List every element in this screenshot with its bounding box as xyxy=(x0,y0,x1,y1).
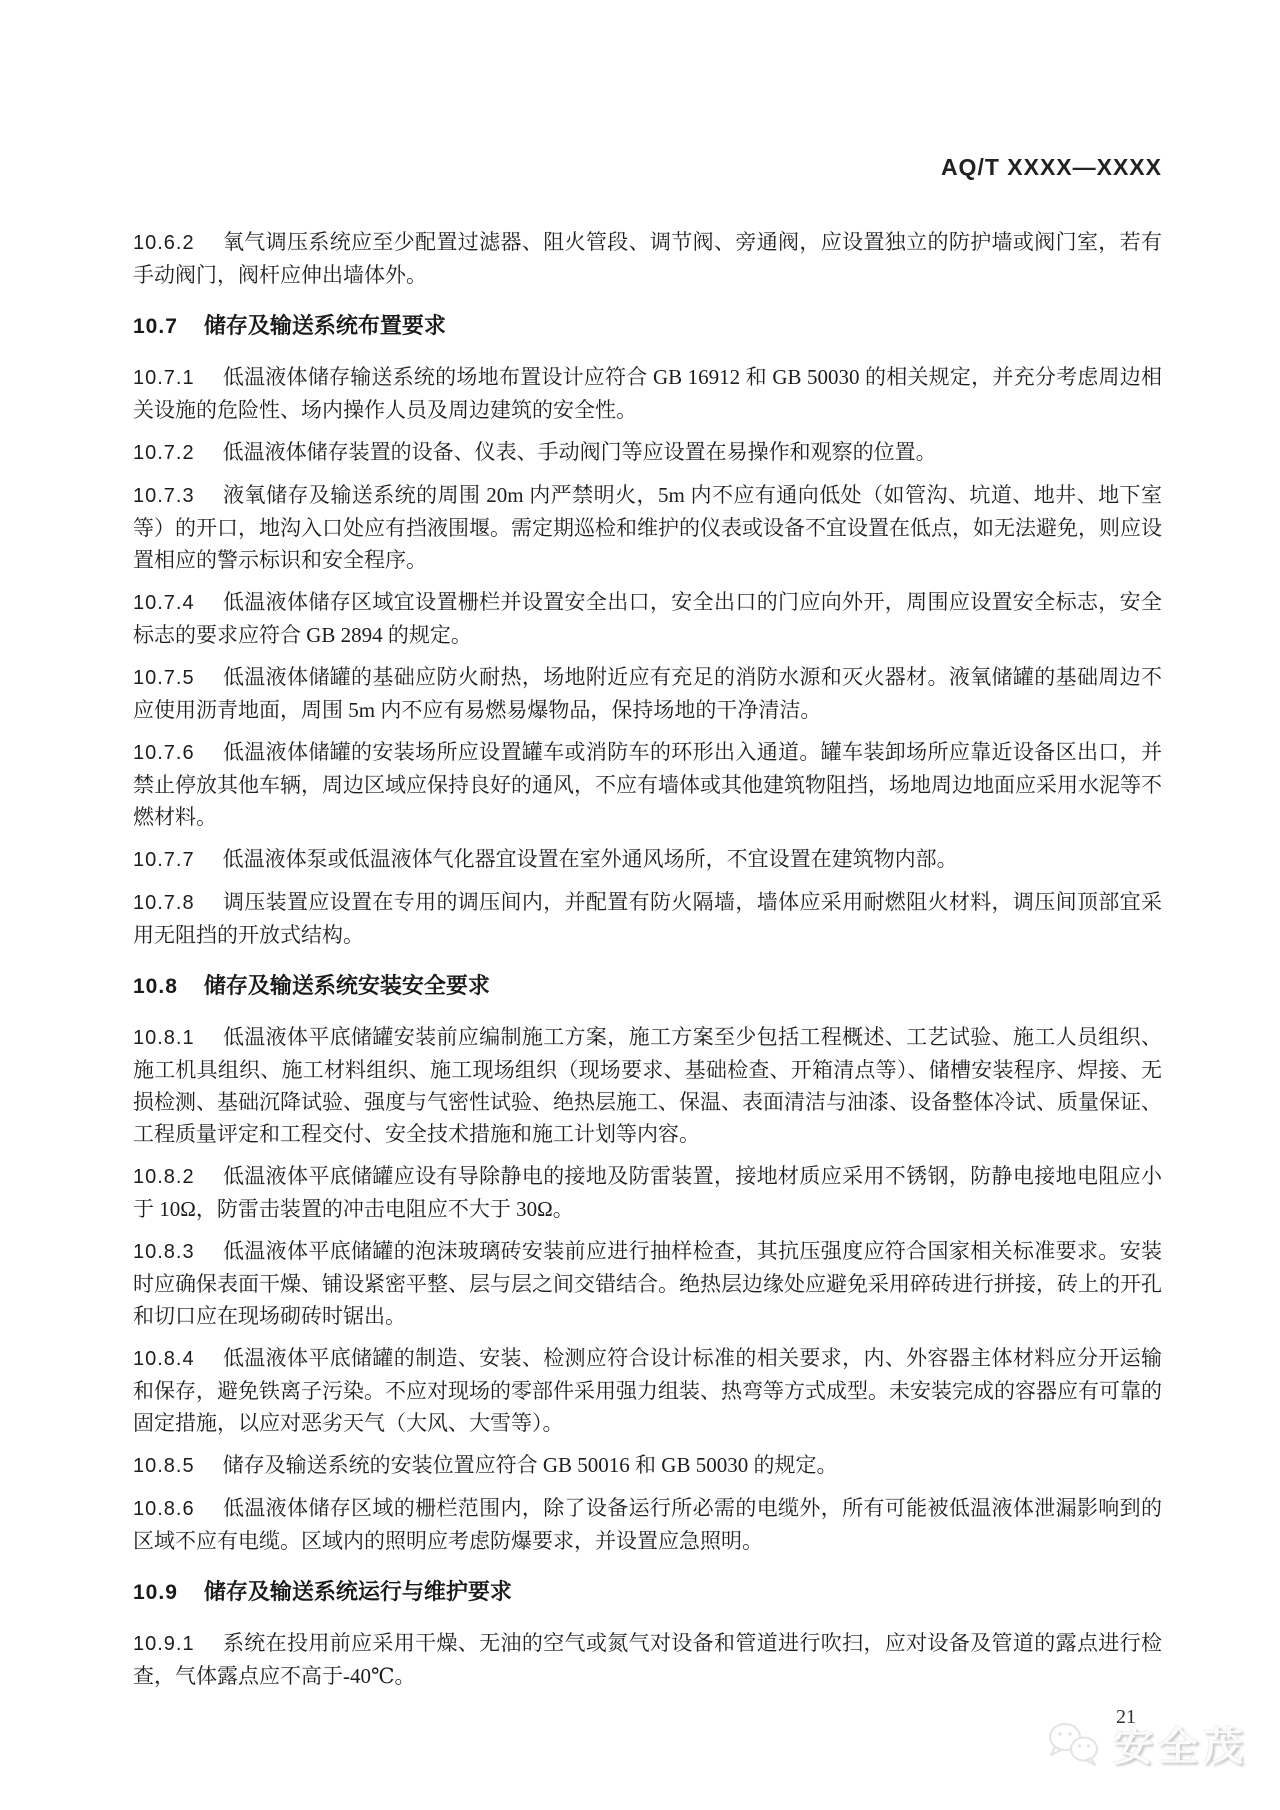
doc-code-header: AQ/T XXXX—XXXX xyxy=(940,154,1162,180)
clause-number: 10.7.3 xyxy=(133,485,195,507)
clause-10-8-1 xyxy=(133,1021,1162,1150)
watermark-text: 安全茂 xyxy=(1113,1725,1248,1769)
clause-text: 低温液体储存装置的设备、仪表、手动阀门等应设置在易操作和观察的位置。 xyxy=(222,440,937,464)
heading-number: 10.7 xyxy=(133,315,178,338)
clause-10-8-5 xyxy=(133,1449,1162,1482)
heading-text: 储存及输送系统安装安全要求 xyxy=(203,973,490,998)
clause-number: 10.7.2 xyxy=(133,442,195,464)
clause-number: 10.7.6 xyxy=(133,742,195,764)
clause-text: 调压装置应设置在专用的调压间内，并配置有防火隔墙，墙体应采用耐燃阻火材料，调压间顶部宜采用无阻挡的开放式结构。 xyxy=(133,890,1162,947)
clause-10-7-7 xyxy=(133,843,1162,876)
clause-number: 10.9.1 xyxy=(133,1633,195,1655)
clause-number: 10.7.1 xyxy=(133,367,195,389)
clause-text: 低温液体储罐的安装场所应设置罐车或消防车的环形出入通道。罐车装卸场所应靠近设备区出口，并禁止停放其他车辆，周边区域应保持良好的通风，不应有墙体或其他建筑物阻挡，场地周边地面应采用水泥等不燃材料。 xyxy=(133,740,1162,829)
clause-number: 10.8.4 xyxy=(133,1348,195,1370)
clause-text: 低温液体储罐的基础应防火耐热，场地附近应有充足的消防水源和灭火器材。液氧储罐的基础周边不应使用沥青地面，周围 5m 内不应有易燃易爆物品，保持场地的干净清洁。 xyxy=(133,665,1162,722)
clause-text: 低温液体平底储罐安装前应编制施工方案，施工方案至少包括工程概述、工艺试验、施工人员组织、施工机具组织、施工材料组织、施工现场组织（现场要求、基础检查、开箱清点等）、储槽安装程序、焊接、无损检测、基础沉降试验、强度与气密性试验、绝热层施工、保温、表面清洁与油漆、设备整体冷试、质量保证、工程质量评定和工程交付、安全技术措施和施工计划等内容。 xyxy=(133,1025,1162,1146)
clause-text: 低温液体储存输送系统的场地布置设计应符合 GB 16912 和 GB 50030 的相关规定，并充分考虑周边相关设施的危险性、场内操作人员及周边建筑的安全性。 xyxy=(133,365,1162,422)
clause-10-8-3 xyxy=(133,1235,1162,1332)
clause-number: 10.8.6 xyxy=(133,1498,195,1520)
clause-text: 氧气调压系统应至少配置过滤器、阻火管段、调节阀、旁通阀，应设置独立的防护墙或阀门室，若有手动阀门，阀杆应伸出墙体外。 xyxy=(133,230,1162,287)
watermark xyxy=(1043,1715,1248,1772)
clause-10-7-6 xyxy=(133,736,1162,833)
clause-text: 储存及输送系统的安装位置应符合 GB 50016 和 GB 50030 的规定。 xyxy=(222,1453,838,1477)
clause-text: 低温液体泵或低温液体气化器宜设置在室外通风场所，不宜设置在建筑物内部。 xyxy=(222,847,958,871)
clause-text: 系统在投用前应采用干燥、无油的空气或氮气对设备和管道进行吹扫，应对设备及管道的露点进行检查，气体露点应不高于-40℃。 xyxy=(133,1631,1162,1688)
heading-text: 储存及输送系统布置要求 xyxy=(203,313,446,338)
clause-number: 10.7.7 xyxy=(133,849,195,871)
clause-10-7-1 xyxy=(133,361,1162,426)
clause-number: 10.6.2 xyxy=(133,232,195,254)
clause-10-7-3 xyxy=(133,479,1162,576)
clause-10-7-5 xyxy=(133,661,1162,726)
section-heading-10-9 xyxy=(133,1575,1162,1609)
clause-10-7-2 xyxy=(133,436,1162,469)
heading-number: 10.9 xyxy=(133,1581,178,1604)
section-heading-10-8 xyxy=(133,969,1162,1003)
clause-10-7-4 xyxy=(133,586,1162,651)
clause-number: 10.8.5 xyxy=(133,1455,195,1477)
clause-10-8-2 xyxy=(133,1160,1162,1225)
clause-number: 10.7.4 xyxy=(133,592,195,614)
page-number: 21 xyxy=(1116,1706,1136,1728)
clause-text: 低温液体平底储罐的制造、安装、检测应符合设计标准的相关要求，内、外容器主体材料应分开运输和保存，避免铁离子污染。不应对现场的零部件采用强力组装、热弯等方式成型。未安装完成的容器应有可靠的固定措施，以应对恶劣天气（大风、大雪等）。 xyxy=(133,1346,1162,1435)
clause-10-7-8 xyxy=(133,886,1162,951)
clause-10-6-2 xyxy=(133,226,1162,291)
section-heading-10-7 xyxy=(133,309,1162,343)
heading-text: 储存及输送系统运行与维护要求 xyxy=(203,1579,512,1604)
clause-10-8-6 xyxy=(133,1492,1162,1557)
clause-text: 低温液体平底储罐应设有导除静电的接地及防雷装置，接地材质应采用不锈钢，防静电接地电阻应小于 10Ω，防雷击装置的冲击电阻应不大于 30Ω。 xyxy=(133,1164,1162,1221)
clause-number: 10.8.3 xyxy=(133,1241,195,1263)
clause-number: 10.7.8 xyxy=(133,892,195,914)
clause-number: 10.8.1 xyxy=(133,1027,195,1049)
wechat-icon xyxy=(1043,1719,1105,1769)
clause-text: 低温液体储存区域宜设置栅栏并设置安全出口，安全出口的门应向外开，周围应设置安全标志，安全标志的要求应符合 GB 2894 的规定。 xyxy=(133,590,1162,647)
clause-text: 液氧储存及输送系统的周围 20m 内严禁明火，5m 内不应有通向低处（如管沟、坑道、地井、地下室等）的开口，地沟入口处应有挡液围堰。需定期巡检和维护的仪表或设备不宜设置在低点，如无法避免，则应设置相应的警示标识和安全程序。 xyxy=(133,483,1162,572)
clause-number: 10.8.2 xyxy=(133,1166,195,1188)
clause-number: 10.7.5 xyxy=(133,667,195,689)
heading-number: 10.8 xyxy=(133,975,178,998)
clause-text: 低温液体储存区域的栅栏范围内，除了设备运行所必需的电缆外，所有可能被低温液体泄漏影响到的区域不应有电缆。区域内的照明应考虑防爆要求，并设置应急照明。 xyxy=(133,1496,1162,1553)
clause-10-9-1 xyxy=(133,1627,1162,1692)
clause-10-8-4 xyxy=(133,1342,1162,1439)
clause-text: 低温液体平底储罐的泡沫玻璃砖安装前应进行抽样检查，其抗压强度应符合国家相关标准要求。安装时应确保表面干燥、铺设紧密平整、层与层之间交错结合。绝热层边缘处应避免采用碎砖进行拼接，砖上的开孔和切口应在现场砌砖时锯出。 xyxy=(133,1239,1162,1328)
